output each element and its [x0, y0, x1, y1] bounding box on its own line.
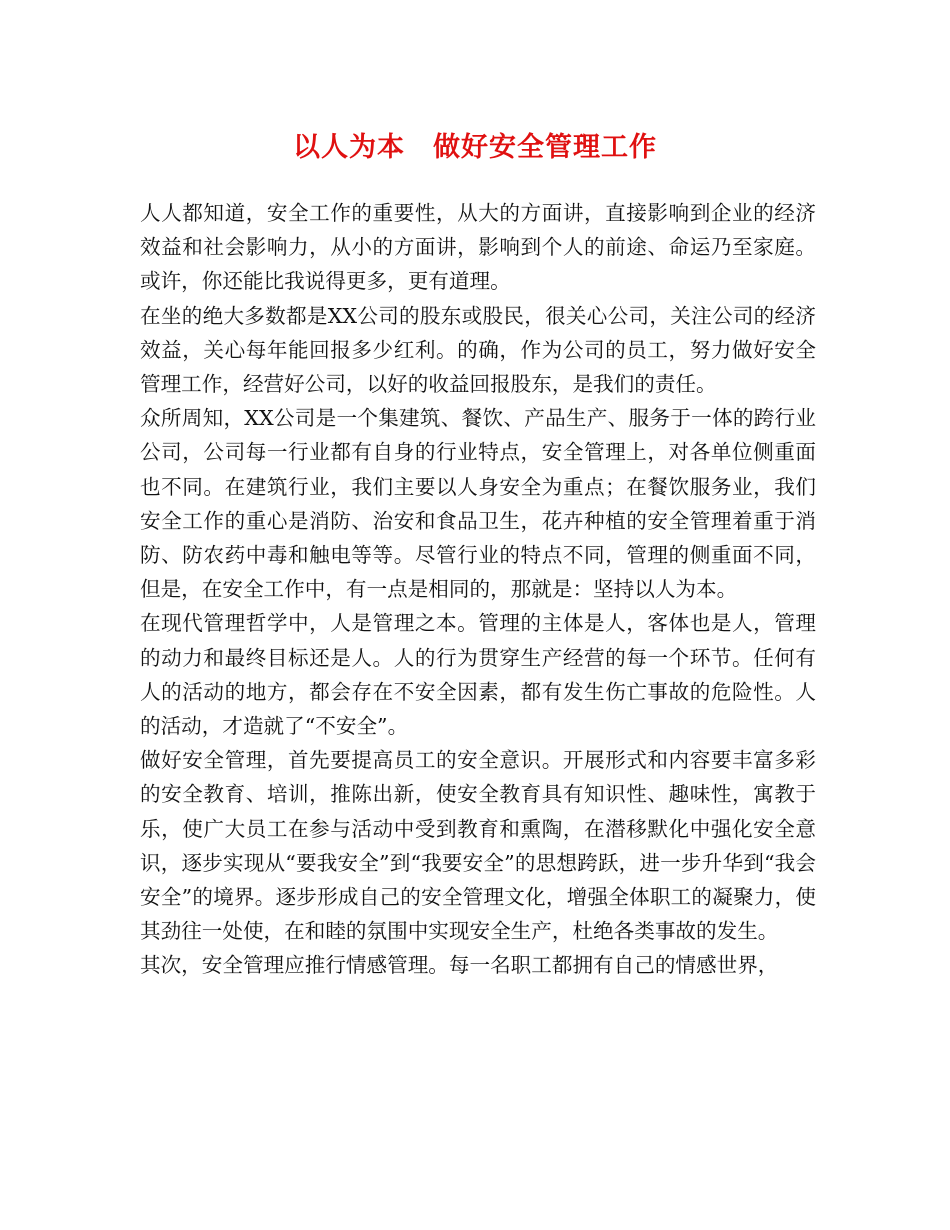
paragraph: 众所周知，XX公司是一个集建筑、餐饮、产品生产、服务于一体的跨行业公司，公司每一行业都有自身的行业特点，安全管理上，对各单位侧重面也不同。在建筑行业，我们主要以人身安全为重点；在餐饮服务业，我们安全工作的重心是消防、治安和食品卫生，花卉种植的安全管理着重于消防、防农药中毒和触电等等。尽管行业的特点不同，管理的侧重面不同，但是，在安全工作中，有一点是相同的，那就是：坚持以人为本。 [140, 406, 816, 602]
document-title: 以人为本 做好安全管理工作 [293, 132, 657, 163]
paragraph: 做好安全管理，首先要提高员工的安全意识。开展形式和内容要丰富多彩的安全教育、培训，推陈出新，使安全教育具有知识性、趣味性，寓教于乐，使广大员工在参与活动中受到教育和熏陶，在潜移默化中强化安全意识，逐步实现从“要我安全”到“我要安全”的思想跨跃，进一步升华到“我会安全”的境界。逐步形成自己的安全管理文化，增强全体职工的凝聚力，使其劲往一处使，在和睦的氛围中实现安全生产，杜绝各类事故的发生。 [140, 748, 816, 944]
document-body [140, 196, 816, 983]
paragraph: 其次，安全管理应推行情感管理。每一名职工都拥有自己的情感世界， [140, 953, 779, 978]
paragraph: 在现代管理哲学中，人是管理之本。管理的主体是人，客体也是人，管理的动力和最终目标还是人。人的行为贯穿生产经营的每一个环节。任何有人的活动的地方，都会存在不安全因素，都有发生伤亡事故的危险性。人的活动，才造就了“不安全”。 [140, 611, 816, 739]
paragraph: 在坐的绝大多数都是XX公司的股东或股民，很关心公司，关注公司的经济效益，关心每年能回报多少红利。的确，作为公司的员工，努力做好安全管理工作，经营好公司，以好的收益回报股东，是我们的责任。 [140, 303, 816, 397]
paragraph: 人人都知道，安全工作的重要性，从大的方面讲，直接影响到企业的经济效益和社会影响力，从小的方面讲，影响到个人的前途、命运乃至家庭。或许，你还能比我说得更多，更有道理。 [140, 201, 816, 294]
